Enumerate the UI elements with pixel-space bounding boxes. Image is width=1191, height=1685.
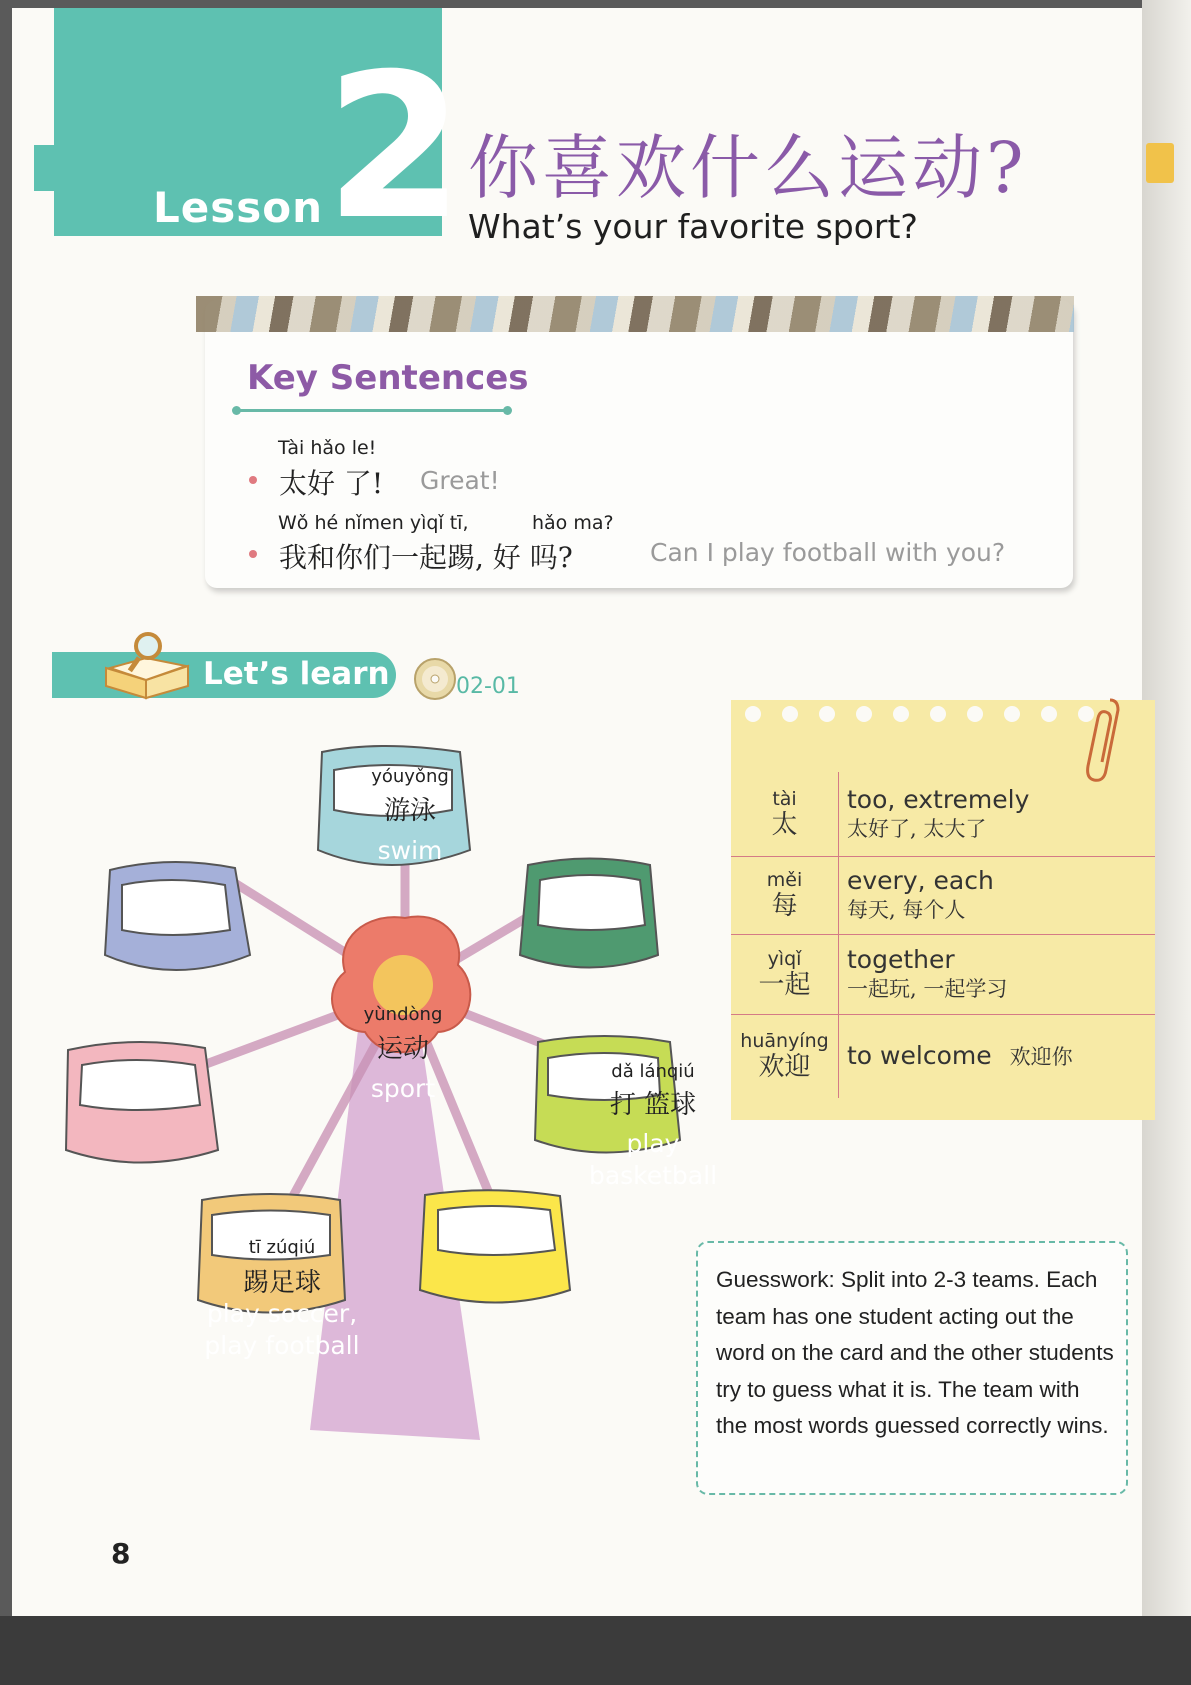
vocab-english: too, extremely — [847, 784, 1030, 814]
sentence-1-pinyin: Tài hǎo le! — [278, 437, 377, 459]
book-magnifier-icon — [100, 628, 196, 704]
vocab-pinyin: huānyíng — [740, 1030, 829, 1053]
vocab-row — [731, 1014, 1155, 1098]
sport-english: sport — [370, 1074, 436, 1103]
vocab-pinyin: tài — [772, 787, 797, 810]
sentence-1-english: Great! — [420, 466, 500, 495]
sport-chinese: 运动 — [376, 1034, 429, 1064]
sentence-1-chinese: 太好 了! — [279, 467, 384, 500]
soccer-english-1: play soccer, — [206, 1299, 358, 1328]
basketball-english-2: basketball — [588, 1161, 718, 1190]
vocab-pinyin: yìqǐ — [767, 948, 802, 970]
key-sentences-title: Key Sentences — [247, 358, 529, 398]
vocab-example: 一起玩, 一起学习 — [847, 977, 1008, 1001]
vocab-chinese: 一起 — [758, 970, 811, 1000]
bullet-icon — [249, 476, 257, 484]
lesson-label: Lesson — [153, 183, 324, 232]
soccer-english-2: play football — [204, 1331, 360, 1360]
swim-pinyin: yóuyǒng — [371, 766, 449, 787]
lets-learn-label: Let’s learn — [203, 656, 390, 692]
sentence-2-pinyin: Wǒ hé nǐmen yìqǐ tī, — [278, 512, 469, 534]
vocab-example: 欢迎你 — [1009, 1045, 1073, 1070]
key-sentences-underline — [236, 409, 508, 412]
swim-chinese: 游泳 — [383, 796, 436, 826]
vocab-example: 每天, 每个人 — [847, 898, 966, 922]
vocab-pinyin: měi — [766, 869, 803, 891]
vocab-english: together — [847, 945, 955, 974]
lesson-number: 2 — [325, 31, 465, 264]
basketball-chinese: 打 篮球 — [609, 1090, 697, 1120]
soccer-pinyin: tī zúqiú — [248, 1237, 316, 1258]
basketball-pinyin: dǎ lánqiú — [611, 1061, 695, 1082]
lesson-title-english: What’s your favorite sport? — [468, 207, 918, 246]
scan-bottom-band — [0, 1616, 1191, 1685]
vocab-example: 太好了, 太大了 — [847, 816, 987, 841]
sport-pinyin: yùndòng — [363, 1004, 443, 1025]
sentence-2-chinese: 我和你们一起踢, 好 吗? — [279, 541, 573, 574]
swim-english: swim — [377, 836, 443, 865]
audio-track-number: 02-01 — [456, 674, 520, 699]
vocabulary-table — [731, 772, 1155, 1098]
page-edge-tab — [1146, 143, 1174, 183]
lesson-title-chinese: 你喜欢什么运动? — [468, 127, 1028, 209]
vocab-chinese: 太 — [771, 809, 798, 840]
sentence-2-pinyin-end: hǎo ma? — [532, 512, 614, 534]
vocab-chinese: 每 — [771, 891, 798, 921]
washi-tape-decoration — [196, 296, 1074, 332]
note-binder-holes — [745, 706, 1125, 726]
vocab-english: every, each — [847, 866, 994, 895]
vocab-row — [731, 856, 1155, 934]
vocab-chinese: 欢迎 — [758, 1052, 811, 1083]
guesswork-instructions: Guesswork: Split into 2-3 teams. Each team has one student acting out the word on the card and the other students try to guess what it is. The team with the most words guessed correctly wins. — [716, 1267, 1114, 1438]
vocab-row — [731, 934, 1155, 1014]
sentence-2-english: Can I play football with you? — [650, 538, 1006, 567]
audio-cd-icon[interactable] — [412, 656, 458, 702]
page-number: 8 — [111, 1537, 131, 1570]
bullet-icon — [249, 550, 257, 558]
basketball-english-1: play — [626, 1129, 680, 1158]
vocab-english: to welcome — [847, 1041, 992, 1071]
soccer-chinese: 踢足球 — [242, 1268, 321, 1298]
vocab-row — [731, 772, 1155, 856]
